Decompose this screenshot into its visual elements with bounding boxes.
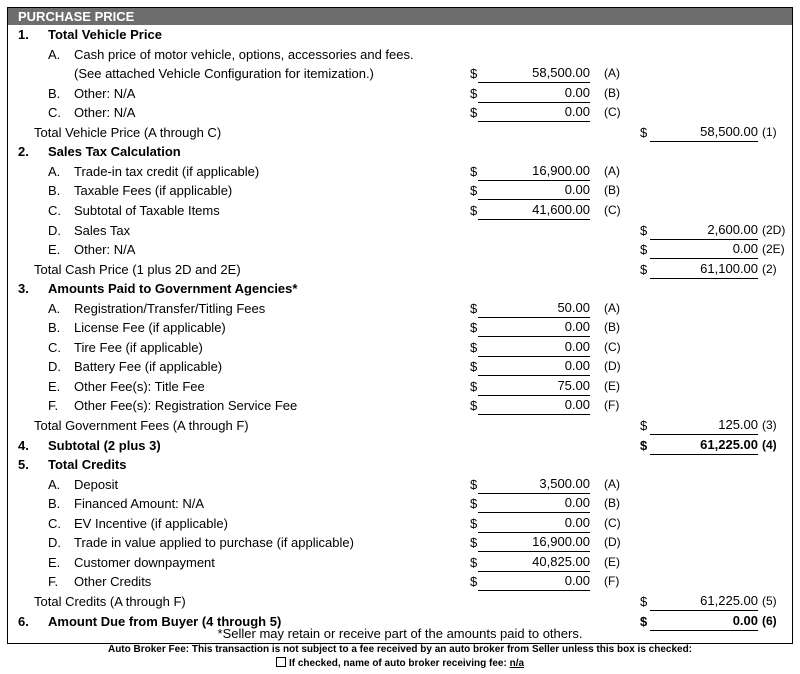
section-title: Total Vehicle Price [48,27,162,42]
item-label: Registration/Transfer/Titling Fees [74,300,266,316]
item-row [8,318,792,338]
item-row [8,533,792,553]
dollar-sign: $ [640,437,648,453]
item-row [8,201,792,221]
item-label: Subtotal of Taxable Items [74,202,220,218]
section-number: 6. [18,613,29,629]
item-letter: A. [48,476,61,492]
footnote [0,626,800,641]
item-row [8,475,792,495]
item-label: Other: N/A [74,242,136,258]
dollar-sign: $ [470,476,478,492]
item-label: Cash price of motor vehicle, options, accessories and fees. [74,46,414,62]
dollar-sign: $ [470,339,478,355]
dollar-sign: $ [470,515,478,531]
line-code: (E) [604,378,620,393]
line-code: (A) [604,476,620,491]
amount-field[interactable]: 50.00 [478,299,590,318]
dollar-sign: $ [470,105,478,121]
item-row [8,553,792,573]
total-amount-field[interactable]: 61,225.00 [650,592,758,611]
amount-field[interactable]: 0.00 [478,84,590,103]
amount-field[interactable]: 16,900.00 [478,533,590,552]
total-amount-field[interactable]: 0.00 [650,240,758,259]
section-row [8,279,792,299]
section-title: Amount Due from Buyer (4 through 5) [48,613,282,629]
total-row [8,260,792,280]
item-row [8,396,792,416]
item-label: Taxable Fees (if applicable) [74,183,233,199]
item-row [8,572,792,592]
dollar-sign: $ [470,496,478,512]
amount-field[interactable]: 3,500.00 [478,475,590,494]
section-row [8,436,792,456]
line-code: (3) [762,418,777,432]
amount-field[interactable]: 75.00 [478,377,590,396]
item-letter: A. [48,163,61,179]
item-label: Trade in value applied to purchase (if applicable) [74,535,354,551]
total-row [8,416,792,436]
item-row [8,221,792,241]
amount-field[interactable]: 0.00 [478,338,590,357]
line-code: (C) [604,105,621,120]
item-label: Financed Amount: N/A [74,496,205,512]
amount-field[interactable]: 40,825.00 [478,553,590,572]
section-number: 5. [18,457,29,473]
total-row [8,592,792,612]
dollar-sign: $ [470,359,478,375]
item-row [8,64,792,84]
dollar-sign: $ [470,574,478,590]
item-label: Deposit [74,476,119,492]
dollar-sign: $ [470,66,478,82]
section-header: PURCHASE PRICE [8,8,792,25]
item-letter: B. [48,496,61,512]
amount-field[interactable]: 0.00 [478,396,590,415]
dollar-sign: $ [470,535,478,551]
dollar-sign: $ [470,398,478,414]
dollar-sign: $ [640,124,648,140]
item-label: Sales Tax [74,222,131,238]
item-letter: D. [48,359,61,375]
item-letter: C. [48,339,61,355]
item-letter: A. [48,46,61,62]
line-code: (1) [762,124,777,139]
item-letter: E. [48,378,61,394]
item-label: Battery Fee (if applicable) [74,359,223,375]
item-row [8,45,792,65]
broker-name-line [0,657,800,669]
item-label: Other Credits [74,574,152,590]
item-letter: B. [48,183,61,199]
total-amount-field[interactable]: 58,500.00 [650,123,758,142]
amount-field[interactable]: 41,600.00 [478,201,590,220]
item-label: Other: N/A [74,105,136,121]
line-code: (5) [762,593,777,608]
section-title: Amounts Paid to Government Agencies* [48,281,298,297]
item-row [8,84,792,104]
dollar-sign: $ [470,300,478,316]
section-title: Total Credits [48,457,127,473]
item-row [8,299,792,319]
line-code: (D) [604,535,621,550]
amount-field[interactable]: 0.00 [478,572,590,591]
total-amount-field[interactable]: 0.00 [650,612,758,631]
dollar-sign: $ [470,554,478,570]
item-row [8,240,792,260]
broker-name-label: If checked, name of auto broker receiving fee: [288,658,507,669]
total-amount-field[interactable]: 2,600.00 [650,221,758,240]
total-row [8,123,792,143]
line-code: (A) [604,163,620,178]
line-code: (B) [604,496,620,511]
section-row [8,25,792,45]
line-code: (F) [604,398,620,413]
line-code: (2) [762,261,777,276]
dollar-sign: $ [470,163,478,179]
item-row [8,494,792,514]
dollar-sign: $ [470,183,478,199]
item-letter: E. [48,554,61,570]
broker-fee-line: Auto Broker Fee: This transaction is not subject to a fee received by an auto broker from Seller unless this box is checked: [107,644,693,655]
amount-field[interactable]: 0.00 [478,514,590,533]
line-code: (2D) [762,222,786,237]
item-row [8,162,792,182]
total-label: Total Cash Price (1 plus 2D and 2E) [34,261,241,277]
total-amount-field[interactable]: 61,100.00 [650,260,758,279]
item-row [8,377,792,397]
section-number: 1. [18,27,29,42]
line-code: (6) [762,613,777,628]
section-number: 3. [18,281,29,297]
purchase-price-form [7,7,793,644]
total-amount-field[interactable]: 61,225.00 [650,436,758,455]
item-label: Other Fee(s): Registration Service Fee [74,398,298,414]
amount-field[interactable]: 0.00 [478,181,590,200]
footnote-text: *Seller may retain or receive part of the amounts paid to others. [217,626,583,641]
item-letter: A. [48,300,61,316]
total-label: Total Vehicle Price (A through C) [34,124,222,140]
line-code: (C) [604,202,621,217]
line-code: (E) [604,554,620,569]
dollar-sign: $ [640,222,648,238]
amount-field[interactable]: 16,900.00 [478,162,590,181]
section-title: Subtotal (2 plus 3) [48,437,161,453]
item-letter: B. [48,320,61,336]
item-label: Tire Fee (if applicable) [74,339,203,355]
item-letter: C. [48,105,61,121]
total-label: Total Credits (A through F) [34,593,186,609]
dollar-sign: $ [470,320,478,336]
line-code: (D) [604,359,621,374]
item-label: (See attached Vehicle Configuration for itemization.) [74,66,374,82]
broker-fee-checkbox[interactable] [276,657,286,667]
dollar-sign: $ [640,613,648,629]
dollar-sign: $ [470,202,478,218]
section-row [8,455,792,475]
section-number: 2. [18,144,29,160]
dollar-sign: $ [640,242,648,258]
amount-field[interactable]: 58,500.00 [478,64,590,83]
dollar-sign: $ [640,261,648,277]
line-code: (4) [762,437,777,452]
amount-field[interactable]: 0.00 [478,357,590,376]
item-letter: F. [48,574,59,590]
line-code: (A) [604,300,620,315]
line-code: (C) [604,515,621,530]
item-letter: D. [48,535,61,551]
total-label: Total Government Fees (A through F) [34,418,249,433]
item-letter: F. [48,398,59,414]
amount-field[interactable]: 0.00 [478,103,590,122]
item-label: Other: N/A [74,85,136,101]
item-letter: E. [48,242,61,258]
dollar-sign: $ [470,378,478,394]
item-letter: D. [48,222,61,238]
line-code: (B) [604,183,620,198]
amount-field[interactable]: 0.00 [478,494,590,513]
section-row [8,142,792,162]
amount-field[interactable]: 0.00 [478,318,590,337]
line-code: (C) [604,339,621,354]
item-row [8,338,792,358]
total-amount-field[interactable]: 125.00 [650,416,758,435]
item-label: Customer downpayment [74,554,215,570]
line-code: (2E) [762,242,785,257]
dollar-sign: $ [640,593,648,609]
item-label: EV Incentive (if applicable) [74,515,228,531]
item-letter: B. [48,85,61,101]
item-row [8,103,792,123]
line-code: (A) [604,66,620,81]
dollar-sign: $ [470,85,478,101]
dollar-sign: $ [640,418,648,433]
item-row [8,514,792,534]
item-letter: C. [48,202,61,218]
broker-name-value: n/a [509,658,525,669]
line-code: (B) [604,320,620,335]
section-number: 4. [18,437,29,453]
item-label: Other Fee(s): Title Fee [74,378,205,394]
item-letter: C. [48,515,61,531]
line-code: (F) [604,574,620,589]
section-title: Sales Tax Calculation [48,144,181,160]
item-label: Trade-in tax credit (if applicable) [74,163,260,179]
item-row [8,181,792,201]
item-row [8,357,792,377]
line-code: (B) [604,85,620,100]
item-label: License Fee (if applicable) [74,320,226,336]
